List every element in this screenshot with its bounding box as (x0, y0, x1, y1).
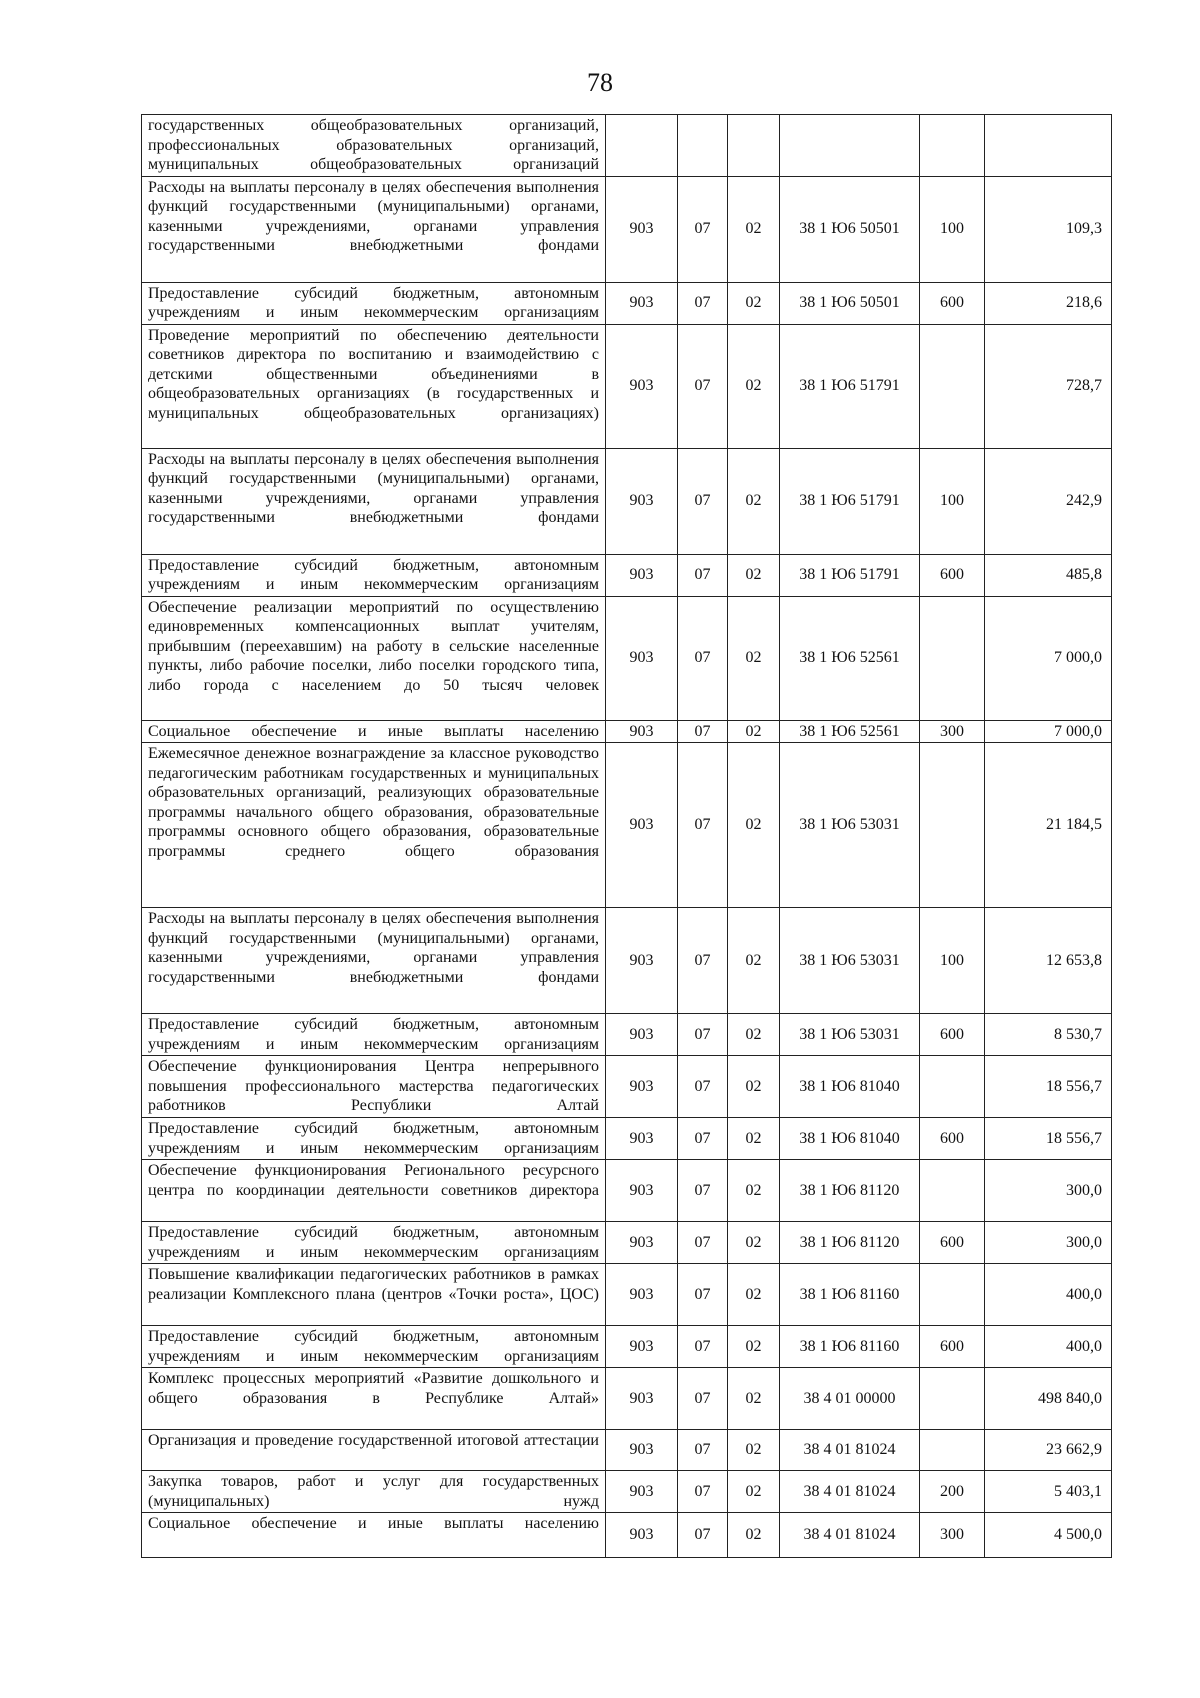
row-subsection-code: 02 (728, 1430, 780, 1471)
row-description-text: государственных общеобразовательных организаций, профессиональных образовательных организаций, муниципальных общеобразовательных организаций (148, 117, 599, 173)
row-section-code: 07 (678, 1471, 728, 1513)
row-target-article-code: 38 1 Ю6 51791 (780, 554, 920, 596)
row-section-code: 07 (678, 1160, 728, 1222)
row-expense-type-code (920, 1368, 985, 1430)
row-expense-type-code (920, 1430, 985, 1471)
row-target-article-code: 38 1 Ю6 52561 (780, 720, 920, 743)
row-description-text: Проведение мероприятий по обеспечению деятельности советников директора по воспитанию и взаимодействию с детскими общественными объединениями в общеобразовательных организациях (в государственных и муниципальных общеобразовательных организациях) (148, 326, 599, 422)
row-ministry-code: 903 (606, 176, 678, 282)
row-amount: 23 662,9 (985, 1430, 1112, 1471)
row-target-article-code: 38 1 Ю6 81120 (780, 1160, 920, 1222)
table-row (142, 554, 1112, 596)
budget-table (141, 114, 1112, 1558)
row-ministry-code: 903 (606, 720, 678, 743)
row-ministry-code: 903 (606, 1222, 678, 1264)
row-description (142, 115, 606, 177)
row-ministry-code: 903 (606, 1014, 678, 1056)
table-row (142, 1471, 1112, 1513)
row-description-text: Расходы на выплаты персоналу в целях обеспечения выполнения функций государственными (муниципальными) органами, казенными учреждениями, органами управления государственными внебюджетными фондами (148, 178, 599, 254)
row-description (142, 743, 606, 908)
row-ministry-code: 903 (606, 908, 678, 1014)
row-description (142, 1430, 606, 1471)
table-row (142, 1326, 1112, 1368)
row-description-text: Повышение квалификации педагогических работников в рамках реализации Комплексного плана (центров «Точки роста», ЦОС) (148, 1266, 599, 1303)
row-ministry-code: 903 (606, 448, 678, 554)
row-description (142, 908, 606, 1014)
row-amount: 21 184,5 (985, 743, 1112, 908)
row-amount: 109,3 (985, 176, 1112, 282)
row-description-text: Социальное обеспечение и иные выплаты населению (148, 722, 599, 740)
row-amount: 4 500,0 (985, 1513, 1112, 1558)
row-expense-type-code (920, 1160, 985, 1222)
row-ministry-code: 903 (606, 324, 678, 448)
table-row (142, 1056, 1112, 1118)
row-section-code: 07 (678, 1513, 728, 1558)
row-description-text: Комплекс процессных мероприятий «Развитие дошкольного и общего образования в Республике Алтай» (148, 1370, 599, 1407)
row-description (142, 596, 606, 720)
row-expense-type-code: 600 (920, 1014, 985, 1056)
table-row (142, 282, 1112, 324)
row-subsection-code: 02 (728, 720, 780, 743)
row-expense-type-code (920, 1056, 985, 1118)
row-amount: 300,0 (985, 1222, 1112, 1264)
table-row (142, 1430, 1112, 1471)
row-subsection-code: 02 (728, 1326, 780, 1368)
row-description-text: Предоставление субсидий бюджетным, автономным учреждениям и иным некоммерческим организациям (148, 556, 599, 593)
row-expense-type-code: 200 (920, 1471, 985, 1513)
row-target-article-code: 38 1 Ю6 51791 (780, 448, 920, 554)
row-target-article-code: 38 1 Ю6 81160 (780, 1264, 920, 1326)
row-description (142, 324, 606, 448)
row-section-code: 07 (678, 1118, 728, 1160)
row-section-code: 07 (678, 1430, 728, 1471)
row-description (142, 1222, 606, 1264)
row-description-text: Предоставление субсидий бюджетным, автономным учреждениям и иным некоммерческим организациям (148, 1328, 599, 1365)
row-expense-type-code (920, 743, 985, 908)
row-subsection-code: 02 (728, 324, 780, 448)
row-subsection-code: 02 (728, 1264, 780, 1326)
row-expense-type-code: 100 (920, 448, 985, 554)
row-ministry-code: 903 (606, 1160, 678, 1222)
row-description-text: Обеспечение функционирования Регионального ресурсного центра по координации деятельности советников директора (148, 1162, 599, 1199)
row-target-article-code: 38 1 Ю6 81120 (780, 1222, 920, 1264)
row-subsection-code: 02 (728, 908, 780, 1014)
row-target-article-code: 38 1 Ю6 53031 (780, 743, 920, 908)
row-target-article-code: 38 1 Ю6 81040 (780, 1118, 920, 1160)
row-expense-type-code: 600 (920, 554, 985, 596)
table-row (142, 743, 1112, 908)
row-description (142, 1056, 606, 1118)
row-target-article-code (780, 115, 920, 177)
row-amount: 400,0 (985, 1326, 1112, 1368)
row-target-article-code: 38 4 01 00000 (780, 1368, 920, 1430)
row-amount: 7 000,0 (985, 596, 1112, 720)
row-description-text: Закупка товаров, работ и услуг для государственных (муниципальных) нужд (148, 1473, 599, 1510)
row-ministry-code: 903 (606, 1368, 678, 1430)
row-section-code: 07 (678, 282, 728, 324)
row-ministry-code: 903 (606, 743, 678, 908)
table-row (142, 1160, 1112, 1222)
row-subsection-code: 02 (728, 1471, 780, 1513)
row-section-code: 07 (678, 448, 728, 554)
row-description (142, 1264, 606, 1326)
row-section-code: 07 (678, 743, 728, 908)
table-row (142, 1264, 1112, 1326)
row-description (142, 1118, 606, 1160)
row-amount: 12 653,8 (985, 908, 1112, 1014)
row-target-article-code: 38 1 Ю6 53031 (780, 908, 920, 1014)
row-amount: 18 556,7 (985, 1118, 1112, 1160)
row-description-text: Организация и проведение государственной итоговой аттестации (148, 1432, 599, 1449)
table-row (142, 448, 1112, 554)
table-row (142, 115, 1112, 177)
row-ministry-code: 903 (606, 1471, 678, 1513)
page-number: 78 (587, 68, 613, 97)
row-ministry-code: 903 (606, 1264, 678, 1326)
row-target-article-code: 38 1 Ю6 81040 (780, 1056, 920, 1118)
row-amount: 300,0 (985, 1160, 1112, 1222)
row-amount: 242,9 (985, 448, 1112, 554)
row-section-code: 07 (678, 908, 728, 1014)
row-description (142, 720, 606, 743)
row-description-text: Предоставление субсидий бюджетным, автономным учреждениям и иным некоммерческим организациям (148, 1224, 599, 1261)
table-row (142, 596, 1112, 720)
row-section-code: 07 (678, 1014, 728, 1056)
row-subsection-code (728, 115, 780, 177)
row-section-code: 07 (678, 1326, 728, 1368)
row-description-text: Предоставление субсидий бюджетным, автономным учреждениям и иным некоммерческим организациям (148, 1120, 599, 1157)
row-ministry-code: 903 (606, 1326, 678, 1368)
row-amount: 7 000,0 (985, 720, 1112, 743)
table-row (142, 1222, 1112, 1264)
row-subsection-code: 02 (728, 282, 780, 324)
row-amount: 8 530,7 (985, 1014, 1112, 1056)
row-subsection-code: 02 (728, 448, 780, 554)
row-subsection-code: 02 (728, 1160, 780, 1222)
row-target-article-code: 38 1 Ю6 50501 (780, 176, 920, 282)
row-section-code: 07 (678, 1368, 728, 1430)
row-description (142, 1471, 606, 1513)
row-subsection-code: 02 (728, 176, 780, 282)
row-description-text: Предоставление субсидий бюджетным, автономным учреждениям и иным некоммерческим организациям (148, 284, 599, 321)
row-subsection-code: 02 (728, 1222, 780, 1264)
row-description (142, 1326, 606, 1368)
row-subsection-code: 02 (728, 1014, 780, 1056)
row-description-text: Расходы на выплаты персоналу в целях обеспечения выполнения функций государственными (муниципальными) органами, казенными учреждениями, органами управления государственными внебюджетными фондами (148, 910, 599, 986)
row-description-text: Обеспечение реализации мероприятий по осуществлению единовременных компенсационных выплат учителям, прибывшим (переехавшим) на работу в сельские населенные пункты, либо рабочие поселки, либо поселки городского типа, либо города с населением до 50 тысяч человек (148, 598, 599, 694)
row-expense-type-code (920, 1264, 985, 1326)
row-description (142, 554, 606, 596)
row-subsection-code: 02 (728, 743, 780, 908)
row-expense-type-code: 600 (920, 1118, 985, 1160)
row-description (142, 1368, 606, 1430)
row-section-code: 07 (678, 554, 728, 596)
row-subsection-code: 02 (728, 1513, 780, 1558)
row-description-text: Ежемесячное денежное вознаграждение за классное руководство педагогическим работникам государственных и муниципальных образовательных организаций, реализующих образовательные программы начального общего образования, образовательные программы основного общего образования, образовательные программы среднего общего образования (148, 745, 599, 860)
row-subsection-code: 02 (728, 1368, 780, 1430)
row-section-code (678, 115, 728, 177)
row-expense-type-code: 600 (920, 282, 985, 324)
row-expense-type-code: 600 (920, 1326, 985, 1368)
row-expense-type-code (920, 115, 985, 177)
table-row (142, 1118, 1112, 1160)
row-expense-type-code (920, 324, 985, 448)
row-subsection-code: 02 (728, 554, 780, 596)
row-description-text: Расходы на выплаты персоналу в целях обеспечения выполнения функций государственными (муниципальными) органами, казенными учреждениями, органами управления государственными внебюджетными фондами (148, 450, 599, 526)
row-description (142, 1513, 606, 1558)
row-amount: 18 556,7 (985, 1056, 1112, 1118)
row-ministry-code: 903 (606, 1430, 678, 1471)
row-subsection-code: 02 (728, 596, 780, 720)
budget-table-body (142, 115, 1112, 1558)
row-ministry-code: 903 (606, 1513, 678, 1558)
row-amount: 5 403,1 (985, 1471, 1112, 1513)
row-target-article-code: 38 4 01 81024 (780, 1513, 920, 1558)
row-amount: 485,8 (985, 554, 1112, 596)
row-section-code: 07 (678, 324, 728, 448)
row-target-article-code: 38 4 01 81024 (780, 1471, 920, 1513)
row-description (142, 1014, 606, 1056)
table-row (142, 720, 1112, 743)
row-description-text: Предоставление субсидий бюджетным, автономным учреждениям и иным некоммерческим организациям (148, 1016, 599, 1053)
row-target-article-code: 38 1 Ю6 51791 (780, 324, 920, 448)
table-row (142, 1513, 1112, 1558)
row-expense-type-code: 600 (920, 1222, 985, 1264)
row-subsection-code: 02 (728, 1118, 780, 1160)
row-section-code: 07 (678, 596, 728, 720)
row-ministry-code: 903 (606, 1118, 678, 1160)
row-expense-type-code: 100 (920, 908, 985, 1014)
row-target-article-code: 38 4 01 81024 (780, 1430, 920, 1471)
row-expense-type-code: 300 (920, 1513, 985, 1558)
row-ministry-code (606, 115, 678, 177)
row-amount: 498 840,0 (985, 1368, 1112, 1430)
row-section-code: 07 (678, 176, 728, 282)
row-description-text: Обеспечение функционирования Центра непрерывного повышения профессионального мастерства педагогических работников Республики Алтай (148, 1058, 599, 1114)
row-ministry-code: 903 (606, 282, 678, 324)
table-row (142, 176, 1112, 282)
row-ministry-code: 903 (606, 596, 678, 720)
row-description-text: Социальное обеспечение и иные выплаты населению (148, 1515, 599, 1532)
row-amount: 218,6 (985, 282, 1112, 324)
row-target-article-code: 38 1 Ю6 50501 (780, 282, 920, 324)
row-description (142, 176, 606, 282)
row-description (142, 1160, 606, 1222)
row-subsection-code: 02 (728, 1056, 780, 1118)
row-target-article-code: 38 1 Ю6 81160 (780, 1326, 920, 1368)
row-expense-type-code: 100 (920, 176, 985, 282)
table-row (142, 1014, 1112, 1056)
row-section-code: 07 (678, 1222, 728, 1264)
row-ministry-code: 903 (606, 1056, 678, 1118)
row-description (142, 282, 606, 324)
row-section-code: 07 (678, 1056, 728, 1118)
row-target-article-code: 38 1 Ю6 53031 (780, 1014, 920, 1056)
row-section-code: 07 (678, 720, 728, 743)
table-row (142, 908, 1112, 1014)
row-amount: 728,7 (985, 324, 1112, 448)
row-amount: 400,0 (985, 1264, 1112, 1326)
row-target-article-code: 38 1 Ю6 52561 (780, 596, 920, 720)
row-expense-type-code (920, 596, 985, 720)
table-row (142, 1368, 1112, 1430)
row-description (142, 448, 606, 554)
row-section-code: 07 (678, 1264, 728, 1326)
row-ministry-code: 903 (606, 554, 678, 596)
row-amount (985, 115, 1112, 177)
table-row (142, 324, 1112, 448)
row-expense-type-code: 300 (920, 720, 985, 743)
